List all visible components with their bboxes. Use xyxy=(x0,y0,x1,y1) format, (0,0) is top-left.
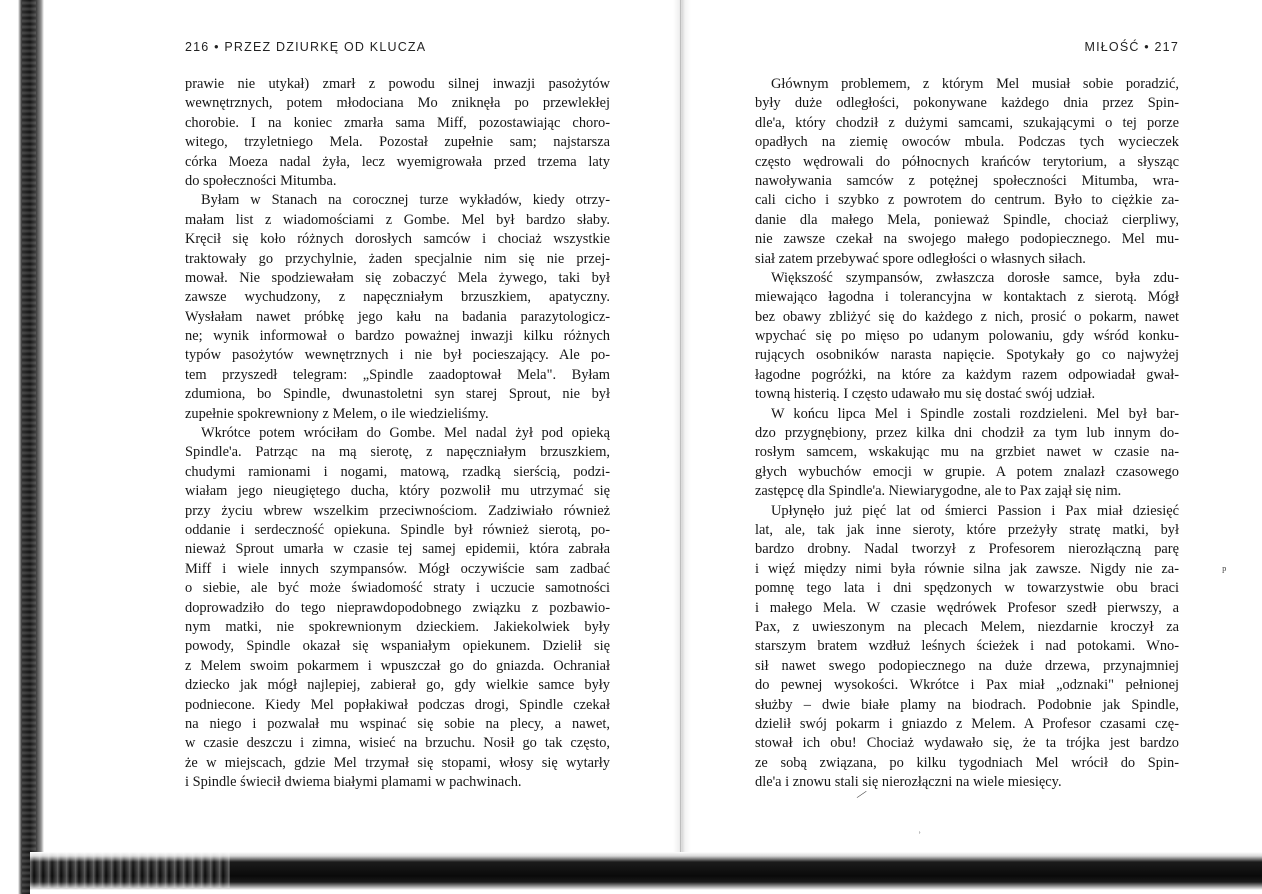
left-page-text-line: ne; wynik informował o bardzo poważnej inwazji kilku różnych xyxy=(185,328,610,345)
right-page-text-line: siał zatem przebywać spore odległości o własnych siłach. xyxy=(755,250,1086,267)
page-gutter xyxy=(673,0,691,860)
right-page-text-line: były duże odległości, pokonywane każdego dnia przez Spin- xyxy=(755,95,1179,112)
scan-speck: ˒ xyxy=(918,826,922,837)
left-page-text-line: na niego i pozwalał mu wspinać się sobie na plecy, a nawet, xyxy=(185,715,610,732)
left-page-text-line: przy życiu wbrew wszelkim przeciwnościom. Zadziwiało również xyxy=(185,502,610,519)
right-page-text-line: głych wybuchów emocji w grupie. A potem znalazł czasowego xyxy=(755,463,1179,480)
running-header-left: 216 • PRZEZ DZIURKĘ OD KLUCZA xyxy=(185,40,427,54)
left-page-text-line: powody, Spindle okazał się wspaniałym opiekunem. Dzielił się xyxy=(185,638,610,655)
right-page-text-line: ze sobą związana, po kilku tygodniach Mel wrócił do Spin- xyxy=(755,754,1179,771)
running-header-right: MIŁOŚĆ • 217 xyxy=(1084,40,1179,54)
right-page-text-line: pomnę tego lata i dni spędzonych w towarzystwie obu braci xyxy=(755,580,1179,597)
right-page-text-line: Pax, z uwieszonym na plecach Melem, niezdarnie kroczył za xyxy=(755,618,1179,635)
right-page-text-line: łagodne pogróżki, na które za każdym razem odpowiadał gwał- xyxy=(755,366,1179,383)
right-page-text-line: dle'a, który chodził z dużymi samcami, szukającymi o tej porze xyxy=(755,114,1179,131)
left-page-text-line: doprowadziło do tego nieprawdopodobnego związku z pozbawio- xyxy=(185,599,610,616)
right-page-text-line: Upłynęło już pięć lat od śmierci Passion i Pax miał dziesięć xyxy=(771,502,1179,519)
left-page-text-line: że w miejscach, gdzie Mel trzymał się stopami, włosy się wytarły xyxy=(185,754,610,771)
right-page-text-line: miewająco łagodna i tolerancyjna w kontaktach z sierotą. Mógł xyxy=(755,289,1179,306)
right-page-text-line: bardzo drobny. Nadal tworzył z Profesorem nierozłączną parę xyxy=(755,541,1179,558)
right-page-text-line: opadłych na ziemię owoców mbula. Podczas tych wycieczek xyxy=(755,134,1179,151)
left-page-text-line: Byłam w Stanach na corocznej turze wykładów, kiedy otrzy- xyxy=(201,192,610,209)
right-page-text-line: stował ich obu! Chociaż wydawało się, że ta trójka jest bardzo xyxy=(755,735,1179,752)
right-page-text-line: Głównym problemem, z którym Mel musiał sobie poradzić, xyxy=(771,76,1179,92)
left-page-text-line: z Melem swoim pokarmem i wpuszczał go do gniazda. Ochraniał xyxy=(185,657,610,674)
left-page-text-line: zawsze wychudzony, z napęczniałym brzuszkiem, apatyczny. xyxy=(185,289,610,306)
left-page-text-line: nieważ Sprout umarła w czasie tej samej epidemii, która zabrała xyxy=(185,541,610,558)
left-page-text-line: zdumiona, bo Spindle, dwunastoletni syn starej Sprout, nie był xyxy=(185,386,610,403)
left-page-text-line: wewnętrznych, potem młodociana Mo zniknęła po przewlekłej xyxy=(185,95,610,112)
right-page-text-line: dle'a i znowu stali się nierozłączni na wiele miesięcy. xyxy=(755,774,1062,791)
left-page-text-line: Miff i wiele innych szympansów. Mógł oczywiście sam zadbać xyxy=(185,560,610,577)
left-page-text-line: chorobie. I na koniec zmarła sama Miff, pozostawiając choro- xyxy=(185,114,610,131)
left-page-text-line: traktowały go przychylnie, żaden specjalnie nim się nie przej- xyxy=(185,250,610,267)
left-page-text-line: Spindle'a. Patrząc na mą sierotę, z napęczniałym brzuszkiem, xyxy=(185,444,610,461)
left-page-text-line: o siebie, ale być może świadomość straty i uczucie samotności xyxy=(185,580,610,597)
left-page-text-line: chudymi ramionami i nogami, matową, rzadką sierścią, podzi- xyxy=(185,463,610,480)
left-page-text-line: córka Moeza nadal żyła, lecz wyemigrowała przed trzema laty xyxy=(185,153,610,170)
left-page-text-line: tem przyszedł telegram: „Spindle zaadoptował Mela". Byłam xyxy=(185,366,610,383)
left-page-text-line: Wkrótce potem wróciłam do Gombe. Mel nadal żył pod opieką xyxy=(201,425,610,442)
right-page-body xyxy=(755,75,1179,792)
right-page-text-line: rujących osobników narasta napięcie. Spotykały go co najwyżej xyxy=(755,347,1179,364)
left-page-text-line: w czasie deszczu i zimna, wisieć na brzuchu. Nosił go tak często, xyxy=(185,735,610,752)
left-page-text-line: prawie nie utykał) zmarł z powodu silnej inwazji pasożytów xyxy=(185,76,610,92)
gutter-line xyxy=(680,0,681,860)
left-page-text-line: Wysłałam nawet próbkę jego kału na badania parazytologicz- xyxy=(185,308,610,325)
left-page-text-line: Kręcił się koło różnych dorosłych samców i chociaż wszystkie xyxy=(185,231,610,248)
scan-speck: ⁄ xyxy=(857,788,866,803)
right-page-text-line: danie dla małego Mela, ponieważ Spindle, chociaż cierpliwy, xyxy=(755,211,1179,228)
right-page-text-line: rosłym samcem, wskakując mu na grzbiet nawet w czasie na- xyxy=(755,444,1179,461)
right-page-text-line: wpychać się po mięso po udanym polowaniu, gdy wśród konku- xyxy=(755,328,1179,345)
left-page-text-line: dziecko jak mógł najlepiej, zabierał go, gdy wielkie samce były xyxy=(185,677,610,694)
left-page-text-line: oddanie i serdeczność opiekuna. Spindle był również sierotą, po- xyxy=(185,521,610,538)
right-page-text-line: często wędrowali do północnych krańców terytorium, a słysząc xyxy=(755,153,1179,170)
left-page-text-line: wiałam jego nieugiętego ducha, który pozwolił mu utrzymać się xyxy=(185,483,610,500)
right-page-text-line: cali cicho i szybko z powrotem do centrum. Było to ciężkie za- xyxy=(755,192,1179,209)
right-page-text-line: dzo przygnębiony, przez kilka dni chodził za tym lub innym do- xyxy=(755,425,1179,442)
right-page-text-line: towną histerią. I często udawało mu się dostać swój udział. xyxy=(755,386,1096,403)
right-page-text-line: sił nawet swego podopiecznego na duże drzewa, przynajmniej xyxy=(755,657,1179,674)
right-page-text-line: nie zawsze czekał na swojego małego podopiecznego. Mel mu- xyxy=(755,231,1179,248)
right-page-text-line: W końcu lipca Mel i Spindle zostali rozdzieleni. Mel był bar- xyxy=(771,405,1179,422)
left-page-text-line: i Spindle świecił dwiema białymi plamami w pachwinach. xyxy=(185,774,522,791)
left-page-text-line: typów pasożytów wewnętrznych i nie był pocieszający. Ale po- xyxy=(185,347,610,364)
right-page-text-line: Większość szympansów, zwłaszcza dorosłe samce, była zdu- xyxy=(771,269,1179,286)
right-page-text-line: bez obawy zbliżyć się do każdego z nich, prosić o pokarm, nawet xyxy=(755,308,1179,325)
left-page-text-line: nym matki, nie spokrewnionym dzieckiem. Jakiekolwiek były xyxy=(185,618,610,635)
left-page-text-line: witego, trzyletniego Mela. Pozostał zupełnie sam; najstarsza xyxy=(185,134,610,151)
left-page-text-line: do społeczności Mitumba. xyxy=(185,172,337,189)
binding-shadow-left xyxy=(0,0,44,894)
right-page-text-line: dzielił swój pokarm i gniazdo z Melem. A Profesor czasami czę- xyxy=(755,715,1179,732)
left-page-text-line: podniecone. Kiedy Mel popłakiwał podczas drogi, Spindle czekał xyxy=(185,696,610,713)
scan-speck: ᵖ xyxy=(1222,564,1227,579)
right-page-text-line: starszym bratem wzdłuż leśnych ścieżek i nad potokami. Wno- xyxy=(755,638,1179,655)
scan-shadow-bottom-texture xyxy=(30,852,230,888)
right-page-text-line: lat, ale, tak jak inne sieroty, które przeżyły stratę matki, był xyxy=(755,521,1179,538)
left-page-text-line: małam list z wiadomościami z Gombe. Mel był bardzo słaby. xyxy=(185,211,610,228)
right-page-text-line: i więź między nimi była równie silna jak zawsze. Nigdy nie za- xyxy=(755,560,1179,577)
left-page-text-line: mował. Nie spodziewałam się zobaczyć Mela żywego, taki był xyxy=(185,269,610,286)
left-page-body xyxy=(185,75,610,792)
right-page-text-line: nawoływania samców z potężnej społeczności Mitumba, wra- xyxy=(755,172,1179,189)
left-page-text-line: zupełnie spokrewniony z Melem, o ile wiedzieliśmy. xyxy=(185,405,489,422)
right-page-text-line: zastępcę dla Spindle'a. Niewiarygodne, ale to Pax zajął się nim. xyxy=(755,483,1122,500)
right-page-text-line: służby – dwie białe plamy na biodrach. Podobnie jak Spindle, xyxy=(755,696,1179,713)
right-page-text-line: do pewnej wysokości. Wkrótce i Pax miał „odznaki" pełnionej xyxy=(755,677,1179,694)
right-page-text-line: i małego Mela. W czasie wędrówek Profesor szedł pierwszy, a xyxy=(755,599,1179,616)
